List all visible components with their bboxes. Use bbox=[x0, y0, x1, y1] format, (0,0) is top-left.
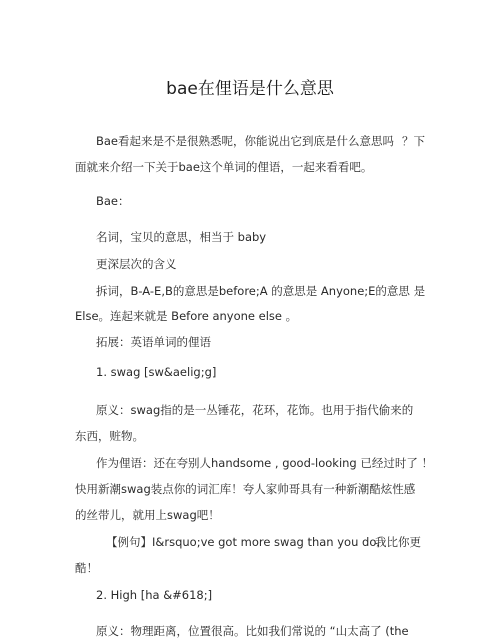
paragraph-line: 原义：swag指的是一丛锤花，花环，花饰。也用于指代偷来的 bbox=[96, 403, 414, 417]
paragraph-line: 作为俚语：还在夸别人handsome , good-looking 已经过时了 ！ bbox=[96, 456, 434, 470]
paragraph-line: 1. swag [sw&aelig;g] bbox=[96, 365, 217, 379]
paragraph-line: 【例句】I&rsquo;ve got more swag than you do. bbox=[106, 535, 380, 549]
paragraph-line: 2. High [ha &#618;] bbox=[96, 588, 213, 602]
paragraph-line: 面就来介绍一下关于bae这个单词的俚语，一起来看看吧。 bbox=[75, 160, 373, 174]
paragraph-line: 拓展：英语单词的俚语 bbox=[96, 335, 211, 349]
paragraph-line: 酷！ bbox=[75, 561, 98, 575]
paragraph-line: Bae： bbox=[96, 194, 130, 208]
paragraph-line: 拆词，B-A-E,B的意思是before;A 的意思是 Anyone;E的意思 是 bbox=[96, 284, 426, 298]
paragraph-line: 东西，赃物。 bbox=[75, 429, 144, 443]
document-title: bae在俚语是什么意思 bbox=[166, 79, 334, 99]
paragraph-line: 我比你更 bbox=[375, 535, 421, 549]
paragraph-line: 原义：物理距离，位置很高。比如我们常说的 “山太高了 (the bbox=[96, 624, 409, 638]
paragraph-line: 的丝带儿，就用上swag吧！ bbox=[75, 508, 220, 522]
paragraph-line: 更深层次的含义 bbox=[96, 257, 177, 271]
paragraph-line: Bae看起来是不是很熟悉呢，你能说出它到底是什么意思吗 bbox=[96, 134, 395, 148]
paragraph-line: Else。连起来就是 Before anyone else 。 bbox=[75, 309, 298, 323]
paragraph-line: 名词，宝贝的意思，相当于 baby bbox=[96, 230, 267, 244]
paragraph-line: 快用新潮swag装点你的词汇库！夸人家帅哥具有一种新潮酷炫性感 bbox=[75, 482, 416, 496]
paragraph-line: ？下 bbox=[402, 134, 425, 148]
